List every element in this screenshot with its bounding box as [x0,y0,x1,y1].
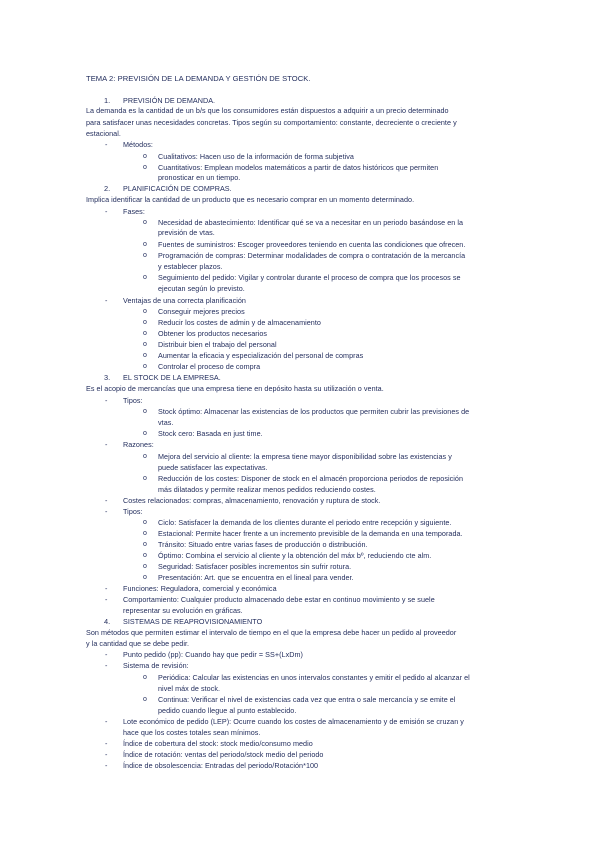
section-heading: EL STOCK DE LA EMPRESA. [123,373,221,382]
list-item: Aumentar la eficacia y especialización del personal de compras [158,351,364,360]
list-item: Stock óptimo: Almacenar las existencias de los productos que permiten cubrir las previsiones de [158,407,470,416]
list-item: Programación de compras: Determinar modalidades de compra o contratación de la mercancía [158,251,466,260]
list-item: Tipos: [123,507,143,516]
section-number: 3. [104,373,111,382]
circle-bullet: o [143,308,147,315]
list-item: Costes relacionados: compras, almacenamiento, renovación y ruptura de stock. [123,496,381,505]
list-item: Reducir los costes de admin y de almacenamiento [158,318,321,327]
circle-bullet: o [143,430,147,437]
list-item-cont: representar su evolución en gráficas. [123,606,243,615]
paragraph-line: estacional. [86,129,121,138]
list-item: Razones: [123,440,154,449]
list-item: Índice de rotación: ventas del periodo/stock medio del periodo [123,750,324,759]
list-item-cont: hace que los costes totales sean mínimos. [123,728,261,737]
list-item: Obtener los productos necesarios [158,329,268,338]
section-heading: PREVISIÓN DE DEMANDA. [123,96,216,105]
circle-bullet: o [143,519,147,526]
dash-bullet: - [105,507,108,516]
circle-bullet: o [143,408,147,415]
list-item-cont: vtas. [158,418,174,427]
list-item: Controlar el proceso de compra [158,362,261,371]
section-heading: PLANIFICACIÓN DE COMPRAS. [123,184,232,193]
list-item: Stock cero: Basada en just time. [158,429,263,438]
paragraph-line: y la cantidad que se debe pedir. [86,639,190,648]
list-item: Lote económico de pedido (LEP): Ocurre cuando los costes de almacenamiento y de emisión se cruzan y [123,717,464,726]
circle-bullet: o [143,252,147,259]
circle-bullet: o [143,453,147,460]
section-number: 4. [104,617,111,626]
list-item-cont: puede satisfacer las expectativas. [158,463,268,472]
list-item-cont: y establecer plazos. [158,262,223,271]
list-item: Periódica: Calcular las existencias en unos intervalos constantes y emitir el pedido al alcanzar el [158,673,470,682]
list-item-cont: más dilatados y permite realizar menos pedidos reduciendo costes. [158,485,376,494]
list-item: Fases: [123,207,145,216]
paragraph-line: Es el acopio de mercancías que una empresa tiene en depósito hasta su utilización o venta. [86,384,384,393]
list-item: Ciclo: Satisfacer la demanda de los clientes durante el periodo entre recepción y siguiente. [158,518,452,527]
list-item: Tipos: [123,396,143,405]
dash-bullet: - [105,207,108,216]
list-item-cont: previsión de vtas. [158,228,215,237]
list-item: Punto pedido (pp): Cuando hay que pedir = SS+(LxDm) [123,650,303,659]
dash-bullet: - [105,717,108,726]
list-item: Fuentes de suministros: Escoger proveedores teniendo en cuenta las condiciones que ofrecen. [158,240,466,249]
list-item: Cualitativos: Hacen uso de la información de forma subjetiva [158,152,354,161]
dash-bullet: - [105,739,108,748]
circle-bullet: o [143,341,147,348]
circle-bullet: o [143,319,147,326]
list-item: Índice de obsolescencia: Entradas del periodo/Rotación*100 [123,761,319,770]
list-item: Tránsito: Situado entre varias fases de producción o distribución. [158,540,368,549]
dash-bullet: - [105,584,108,593]
circle-bullet: o [143,330,147,337]
circle-bullet: o [143,363,147,370]
list-item: Ventajas de una correcta planificación [123,296,246,305]
list-item: Estacional: Permite hacer frente a un incremento previsible de la demanda en una temporada. [158,529,463,538]
list-item: Cuantitativos: Emplean modelos matemáticos a partir de datos históricos que permiten [158,163,439,172]
list-item: Índice de cobertura del stock: stock medio/consumo medio [123,739,313,748]
list-item: Necesidad de abastecimiento: Identificar qué se va a necesitar en un periodo basándose en la [158,218,464,227]
circle-bullet: o [143,541,147,548]
circle-bullet: o [143,696,147,703]
section-number: 1. [104,96,111,105]
list-item-cont: pedido cuando llegue al punto establecido. [158,706,297,715]
paragraph-line: La demanda es la cantidad de un b/s que los consumidores están dispuestos a adquirir a un precio determinado [86,106,449,115]
dash-bullet: - [105,661,108,670]
dash-bullet: - [105,496,108,505]
paragraph-line: Implica identificar la cantidad de un producto que es necesario comprar en un momento determinado. [86,195,415,204]
dash-bullet: - [105,595,108,604]
circle-bullet: o [143,153,147,160]
list-item-cont: pronosticar en un tiempo. [158,173,241,182]
circle-bullet: o [143,352,147,359]
section-heading: SISTEMAS DE REAPROVISIONAMIENTO [123,617,263,626]
paragraph-line: Son métodos que permiten estimar el intervalo de tiempo en el que la empresa debe hacer un pedido al proveedor [86,628,457,637]
dash-bullet: - [105,140,108,149]
circle-bullet: o [143,563,147,570]
dash-bullet: - [105,396,108,405]
list-item: Mejora del servicio al cliente: la empresa tiene mayor disponibilidad sobre las existencias y [158,452,452,461]
list-item: Reducción de los costes: Disponer de stock en el almacén proporciona periodos de reposición [158,474,463,483]
list-item: Seguridad: Satisfacer posibles incrementos sin sufrir rotura. [158,562,352,571]
document-title: TEMA 2: PREVISIÓN DE LA DEMANDA Y GESTIÓN DE STOCK. [86,74,311,83]
list-item: Sistema de revisión: [123,661,189,670]
circle-bullet: o [143,219,147,226]
list-item: Métodos: [123,140,153,149]
list-item-cont: nivel máx de stock. [158,684,221,693]
list-item: Conseguir mejores precios [158,307,245,316]
section-number: 2. [104,184,111,193]
circle-bullet: o [143,164,147,171]
list-item: Funciones: Reguladora, comercial y económica [123,584,277,593]
list-item-cont: ejecutan según lo previsto. [158,284,245,293]
circle-bullet: o [143,475,147,482]
list-item: Óptimo: Combina el servicio al cliente y la obtención del máx bº, reduciendo cte alm. [158,551,432,560]
circle-bullet: o [143,530,147,537]
dash-bullet: - [105,761,108,770]
dash-bullet: - [105,440,108,449]
circle-bullet: o [143,674,147,681]
dash-bullet: - [105,650,108,659]
list-item: Distribuir bien el trabajo del personal [158,340,277,349]
list-item: Comportamiento: Cualquier producto almacenado debe estar en continuo movimiento y se suele [123,595,435,604]
circle-bullet: o [143,241,147,248]
circle-bullet: o [143,274,147,281]
paragraph-line: para satisfacer unas necesidades concretas. Tipos según su comportamiento: constante, decreciente o creciente y [86,118,457,127]
list-item: Presentación: Art. que se encuentra en el lineal para vender. [158,573,354,582]
list-item: Continua: Verificar el nivel de existencias cada vez que entra o sale mercancía y se emite el [158,695,456,704]
dash-bullet: - [105,750,108,759]
circle-bullet: o [143,552,147,559]
circle-bullet: o [143,574,147,581]
dash-bullet: - [105,296,108,305]
list-item: Seguimiento del pedido: Vigilar y controlar durante el proceso de compra que los procesos se [158,273,461,282]
